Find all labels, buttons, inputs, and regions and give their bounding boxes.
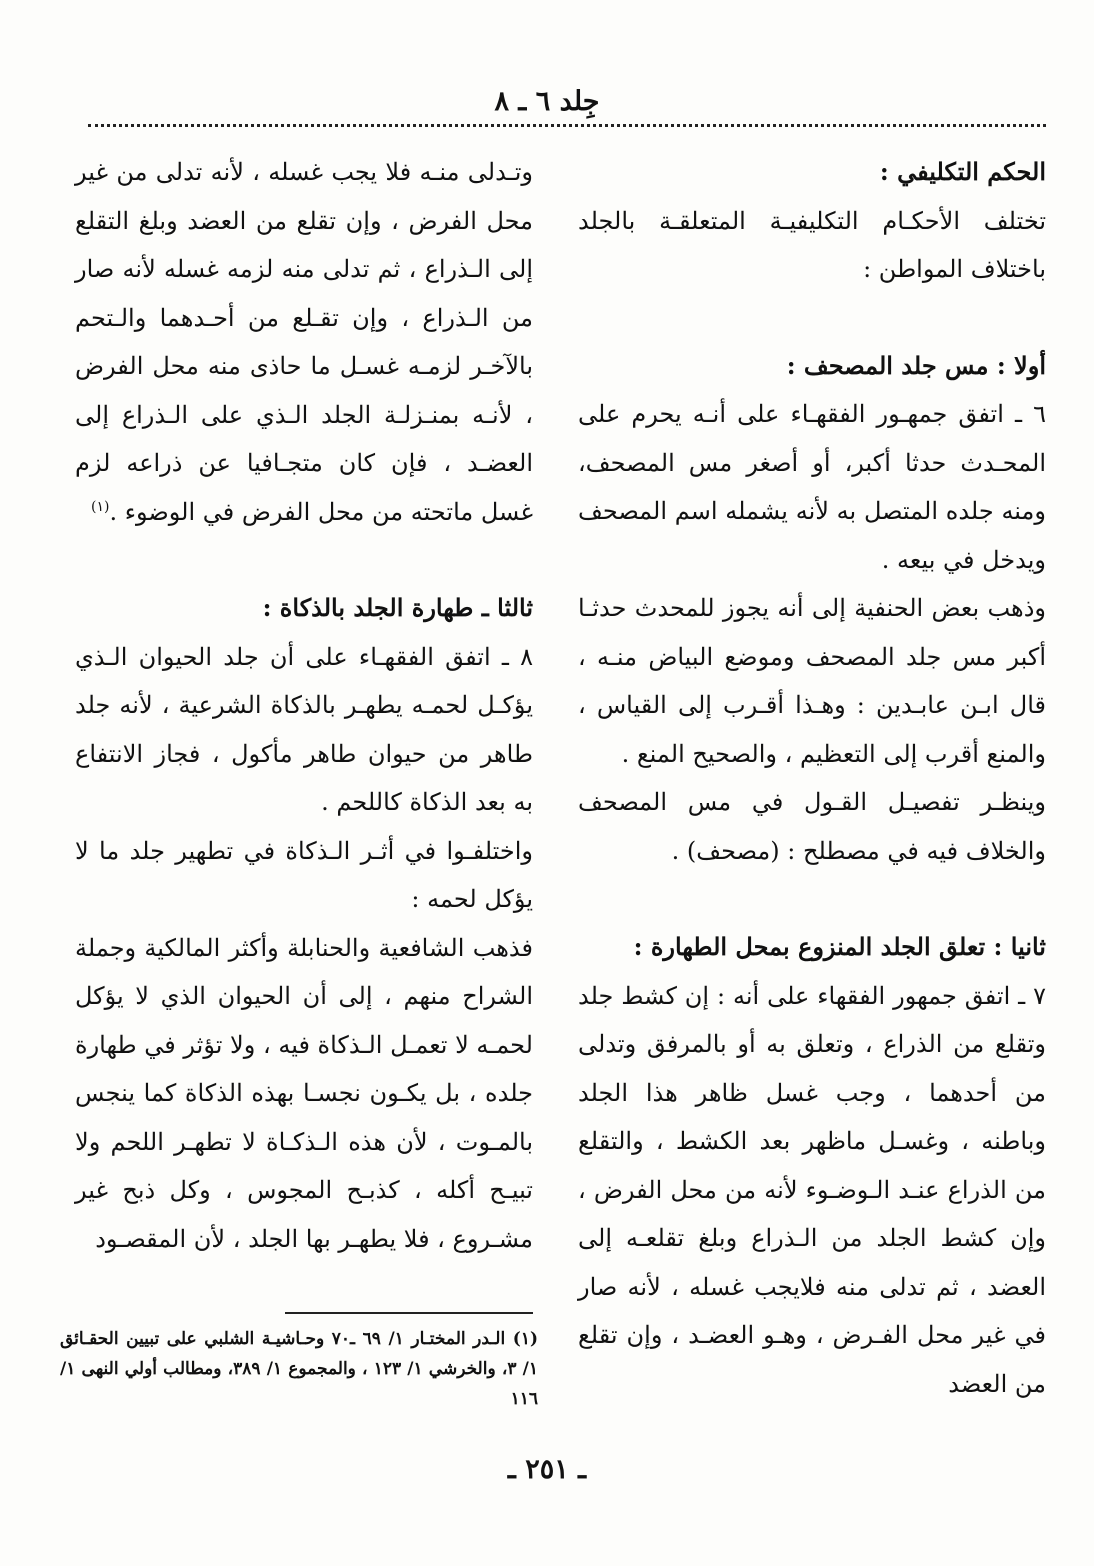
section-gap [578,294,1046,342]
paragraph [75,633,533,827]
paragraph [75,827,533,924]
paragraph-text: ٦ ـ اتفق جمهـور الفقهـاء على أنـه يحرم على المحـدث حدثا أكبر، أو أصغر مس المصحف، ومنه جلده المتصل به لأنه يشمله اسم المصحف ويدخل في بيعه . [578,400,1046,574]
section-heading [578,148,1046,197]
left-column [75,148,533,1263]
section-gap [578,875,1046,923]
paragraph-text: وينظـر تفصيـل القـول في مس المصحف والخلاف فيه في مصطلح : (مصحف) . [578,788,1046,865]
section-gap [75,536,533,584]
header-dotted-rule [88,124,1046,127]
heading-text: الحكم التكليفي : [879,157,1046,186]
paragraph [578,972,1046,1409]
paragraph [578,197,1046,294]
paragraph [75,148,533,536]
right-column [578,148,1046,1408]
footnotes [60,1324,538,1414]
paragraph-text: واختلفـوا في أثـر الـذكاة في تطهير جلد ما لا يؤكل لحمه : [75,836,533,913]
paragraph-text: ٧ ـ اتفق جمهور الفقهاء على أنه : إن كشط جلد وتقلع من الذراع ، وتعلق به أو بالمرفق وتدلى من أحدهما ، وجب غسل ظاهر هذا الجلد وباطنه ، وغسـل ماظهر بعد الكشط ، والتقلع من الذراع عنـد الـوضـوء لأنه من محل الفرض ، وإن كشط الجلد من الـذراع وبلغ تقلعـه إلى العضد ، ثم تدلى منه فلايجب غسله ، لأنه صار في غير محل الفـرض ، وهـو العضـد ، وإن تقلع من العضد [578,981,1046,1398]
paragraph-text: فذهب الشافعية والحنابلة وأكثر المالكية وجملة الشراح منهم ، إلى أن الحيوان الذي لا يؤكل لحمـه لا تعمـل الـذكاة فيه ، ولا تؤثر في طهارة جلده ، بل يكـون نجسـا بهذه الذكاة كما ينجس بالمـوت ، لأن هذه الـذكـاة لا تطهـر اللحم ولا تبيـح أكله ، كذبـح المجوس ، وكل ذبح غير مشـروع ، فلا يطهـر بها الجلد ، لأن المقصـود [75,933,533,1253]
paragraph-text: تختلف الأحكـام التكليفيـة المتعلقـة بالجلد باختلاف المواطن : [578,206,1046,283]
footnote-marker: (١) [90,498,110,515]
running-head: جِلد ٦ ـ ٨ [494,86,600,117]
paragraph-text: ٨ ـ اتفق الفقهـاء على أن جلد الحيوان الـذي يؤكـل لحمـه يطهـر بالذكاة الشرعية ، لأنه جلد طاهر من حيوان طاهر مأكول ، فجاز الانتفاع به بعد الذكاة كاللحم . [75,642,534,816]
paragraph [75,924,533,1264]
paragraph-text: وتـدلى منـه فلا يجب غسله ، لأنه تدلى من غير محل الفرض ، وإن تقلع من العضد وبلغ التقلع إلى الـذراع ، ثم تدلى منه لزمه غسله لأنه صار من الـذراع ، وإن تقـلع من أحـدهما والـتحم بالآخـر لزمـه غسـل ما حاذى منه محل الفرض ، لأنـه بمنـزلـة الجلد الـذي على الـذراع إلى العضـد ، فإن كان متجـافيا عن ذراعه لزم غسل ماتحته من محل الفرض في الوضوء . [75,158,533,526]
paragraph-text: وذهب بعض الحنفية إلى أنه يجوز للمحدث حدثـا أكبر مس جلد المصحف وموضع البياض منـه ، قال ابـن عابـدين : وهـذا أقـرب إلى القياس ، والمنع أقرب إلى التعظيم ، والصحيح المنع . [578,594,1046,768]
paragraph [578,778,1046,875]
footnote-separator [285,1312,533,1314]
footnote-entry: (١) الـدر المختـار ١/ ٦٩ ـ٧٠ وحـاشيـة الشلبي على تبيين الحقـائق ١/ ٣، والخرشي ١/ ١٢٣ ، والمجموع ١/ ٣٨٩، ومطالب أولي النهى ١/ ١١٦ [60,1329,538,1409]
section-heading [578,342,1046,391]
section-heading [578,923,1046,972]
paragraph [578,584,1046,778]
page-number: ـ ٢٥١ ـ [507,1454,587,1485]
heading-text: ثانيا : تعلق الجلد المنزوع بمحل الطهارة : [633,932,1046,961]
section-heading [75,584,533,633]
heading-text: أولا : مس جلد المصحف : [786,350,1046,380]
heading-text: ثالثا ـ طهارة الجلد بالذكاة : [262,593,533,622]
paragraph [578,390,1046,584]
